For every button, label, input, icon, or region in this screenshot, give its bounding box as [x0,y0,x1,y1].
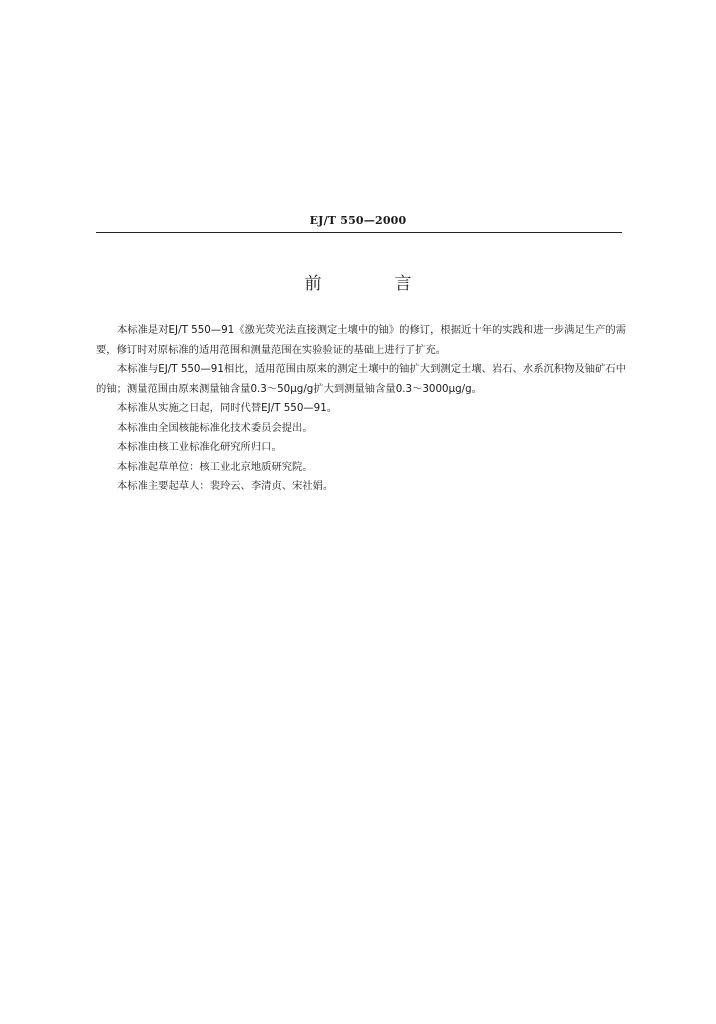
page-title: 前 言 [304,274,440,294]
standard-code: EJ/T 550—2000 [309,214,407,227]
header-divider [96,232,622,233]
paragraph-proposed-by: 本标准由全国核能标准化技术委员会提出。 [117,421,313,434]
paragraph-scope-changes: 本标准与EJ/T 550—91相比，适用范围由原来的测定土壤中的铀扩大到测定土壤、岩石、水系沉积物及铀矿石中的铀；测量范围由原来测量铀含量0.3～50μg/g扩大到测量铀含量0.3～3000μg/g。 [96,363,626,395]
foreword-body [96,321,626,497]
paragraph-drafters: 本标准主要起草人：裴玲云、李清贞、宋社娟。 [117,480,334,492]
paragraph-administered-by: 本标准由核工业标准化研究所归口。 [117,441,282,453]
paragraph-drafting-unit: 本标准起草单位：核工业北京地质研究院。 [117,460,313,473]
paragraph-revision-basis: 本标准是对EJ/T 550—91《激光荧光法直接测定土壤中的铀》的修订，根据近十年的实践和进一步满足生产的需要，修订时对原标准的适用范围和测量范围在实验验证的基础上进行了扩充。 [96,324,626,356]
paragraph-effective-date: 本标准从实施之日起，同时代替EJ/T 550—91。 [117,402,338,414]
